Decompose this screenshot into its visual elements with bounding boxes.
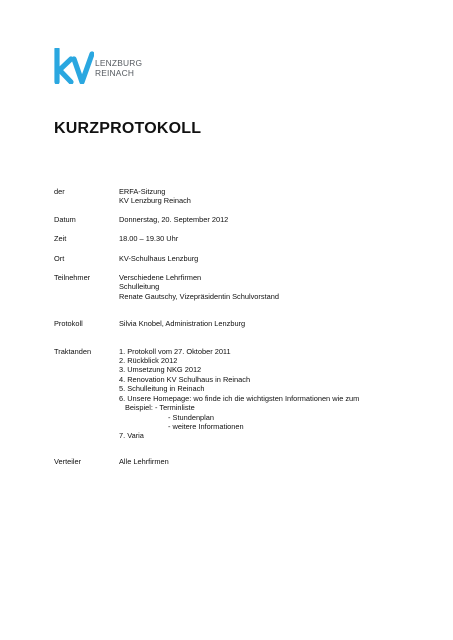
row-label-protokoll: Protokoll (54, 319, 83, 329)
row-value-verteiler: Alle Lehrfirmen (119, 456, 169, 466)
organisation-name: KV Lenzburg Reinach (119, 196, 191, 206)
row-traktanden (54, 347, 414, 441)
row-zeit (54, 234, 414, 243)
agenda-item: 2. Rückblick 2012 (119, 356, 178, 366)
row-teilnehmer (54, 273, 414, 301)
meeting-type: ERFA-Sitzung (119, 187, 166, 196)
agenda-item: 3. Umsetzung NKG 2012 (119, 365, 202, 375)
row-protokoll (54, 319, 414, 328)
row-value-zeit: 18.00 – 19.30 Uhr (119, 234, 179, 244)
agenda-list (119, 347, 414, 441)
row-value-datum: Donnerstag, 20. September 2012 (119, 214, 229, 224)
participant-line: Verschiedene Lehrfirmen (119, 273, 202, 283)
row-value-protokoll: Silvia Knobel, Administration Lenzburg (119, 319, 246, 329)
participant-line: Schulleitung (119, 282, 160, 292)
row-label-verteiler: Verteiler (54, 456, 82, 466)
agenda-item: 4. Renovation KV Schulhaus in Reinach (119, 374, 251, 384)
page-title: KURZPROTOKOLL (54, 120, 202, 137)
row-value-der (119, 187, 414, 206)
agenda-item: 1. Protokoll vom 27. Oktober 2011 (119, 346, 231, 356)
row-label-der: der (54, 187, 65, 196)
agenda-item: 6. Unsere Homepage: wo finde ich die wichtigsten Informationen wie zum (119, 393, 360, 403)
row-value-ort: KV-Schulhaus Lenzburg (119, 253, 199, 263)
row-der (54, 187, 414, 206)
row-label-datum: Datum (54, 214, 76, 224)
row-label-zeit: Zeit (54, 234, 67, 244)
agenda-subitem: - weitere Informationen (168, 421, 244, 431)
kv-logo (54, 48, 164, 84)
row-label-teilnehmer: Teilnehmer (54, 273, 91, 283)
row-verteiler (54, 457, 414, 466)
logo-name-line2: REINACH (95, 68, 135, 78)
kv-logo-mark (54, 48, 94, 84)
agenda-item: 5. Schulleitung in Reinach (119, 384, 205, 394)
row-value-teilnehmer (119, 273, 414, 301)
agenda-subitem: - Stundenplan (168, 412, 215, 422)
row-label-ort: Ort (54, 253, 65, 263)
kv-logo-text (95, 58, 142, 78)
row-label-traktanden: Traktanden (54, 346, 92, 356)
participant-line: Renate Gautschy, Vizepräsidentin Schulvorstand (119, 291, 279, 301)
row-ort (54, 254, 414, 263)
logo-name-line1: LENZBURG (95, 58, 143, 68)
row-datum (54, 215, 414, 224)
agenda-subitem: Beispiel: - Terminliste (125, 403, 195, 413)
agenda-item: 7. Varia (119, 431, 144, 441)
protocol-info-table (54, 187, 414, 466)
